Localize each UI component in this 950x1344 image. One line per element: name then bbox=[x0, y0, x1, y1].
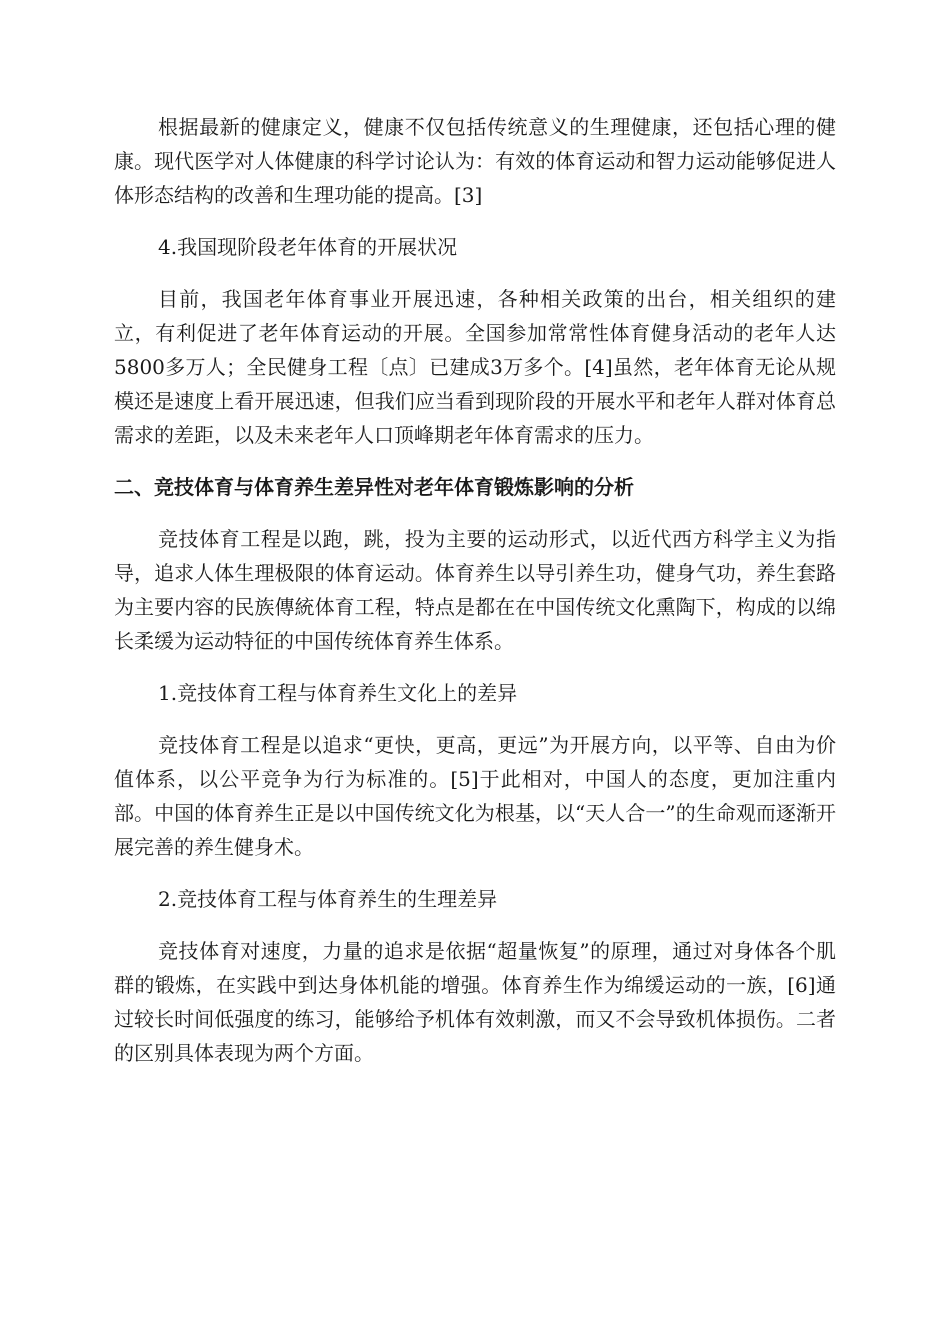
paragraph-health-definition: 根据最新的健康定义，健康不仅包括传统意义的生理健康，还包括心理的健康。现代医学对人体健康的科学讨论认为：有效的体育运动和智力运动能够促进人体形态结构的改善和生理功能的提高。[3] bbox=[114, 115, 836, 207]
paragraph-cultural-difference: 竞技体育工程是以追求“更快，更高，更远”为开展方向，以平等、自由为价值体系，以公平竞争为行为标准的。[5]于此相对，中国人的态度，更加注重内部。中国的体育养生正是以中国传统文化为根基，以“天人合一”的生命观而逐渐开展完善的养生健身术。 bbox=[114, 733, 836, 859]
paragraph-competitive-vs-health-sports: 竞技体育工程是以跑，跳，投为主要的运动形式，以近代西方科学主义为指导，追求人体生理极限的体育运动。体育养生以导引养生功，健身气功，养生套路为主要内容的民族傳統体育工程，特点是都在在中国传统文化熏陶下，构成的以绵长柔缓为运动特征的中国传统体育养生体系。 bbox=[114, 527, 836, 653]
section-heading-two: 二、竞技体育与体育养生差异性对老年体育锻炼影响的分析 bbox=[114, 475, 634, 499]
subheading-elderly-sports-status: 4.我国现阶段老年体育的开展状况 bbox=[158, 235, 458, 259]
document-body bbox=[114, 110, 836, 1070]
subheading-cultural-difference: 1.竞技体育工程与体育养生文化上的差异 bbox=[158, 681, 518, 705]
paragraph-elderly-sports-development: 目前，我国老年体育事业开展迅速，各种相关政策的出台，相关组织的建立，有利促进了老年体育运动的开展。全国参加常常性体育健身活动的老年人达5800多万人；全民健身工程〔点〕已建成3万多个。[4]虽然，老年体育无论从规模还是速度上看开展迅速，但我们应当看到现阶段的开展水平和老年人群对体育总需求的差距，以及未来老年人口顶峰期老年体育需求的压力。 bbox=[114, 287, 836, 447]
paragraph-physiological-difference: 竞技体育对速度，力量的追求是依据“超量恢复”的原理，通过对身体各个肌群的锻炼，在实践中到达身体机能的增强。体育养生作为绵缓运动的一族，[6]通过较长时间低强度的练习，能够给予机体有效刺激，而又不会导致机体损伤。二者的区别具体表现为两个方面。 bbox=[114, 939, 836, 1065]
subheading-physiological-difference: 2.竞技体育工程与体育养生的生理差异 bbox=[158, 887, 498, 911]
